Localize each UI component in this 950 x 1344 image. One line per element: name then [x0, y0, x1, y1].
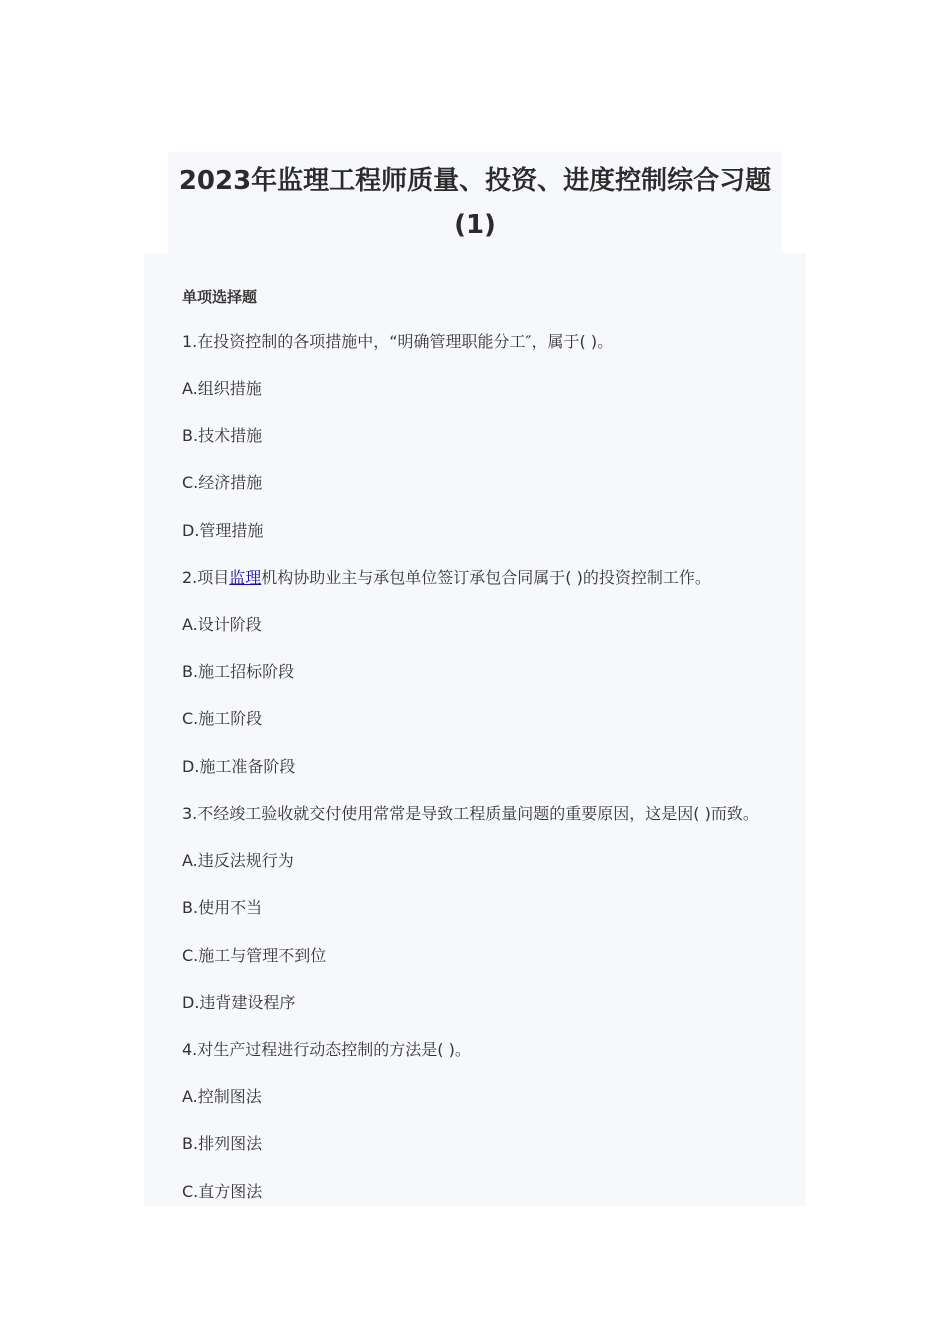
question-4: 4.对生产过程进行动态控制的方法是( )。: [182, 1040, 471, 1059]
question-2-prefix: 2.项目: [182, 568, 230, 587]
q1-option-c: C.经济措施: [182, 473, 263, 492]
question-2-suffix: 机构协助业主与承包单位签订承包合同属于( )的投资控制工作。: [261, 568, 711, 587]
q1-option-d: D.管理措施: [182, 521, 264, 540]
q3-option-c: C.施工与管理不到位: [182, 946, 327, 965]
q4-option-c: C.直方图法: [182, 1182, 263, 1201]
page-title-number: (1): [454, 210, 496, 240]
section-heading: 单项选择题: [182, 288, 258, 306]
q2-option-a: A.设计阶段: [182, 615, 262, 634]
q1-option-b: B.技术措施: [182, 426, 263, 445]
q2-option-c: C.施工阶段: [182, 709, 263, 728]
q4-option-a: A.控制图法: [182, 1087, 262, 1106]
page-title: 2023年监理工程师质量、投资、进度控制综合习题: [178, 166, 772, 196]
question-1: 1.在投资控制的各项措施中，“明确管理职能分工″，属于( )。: [182, 332, 614, 351]
q1-option-a: A.组织措施: [182, 379, 262, 398]
question-3: 3.不经竣工验收就交付使用常常是导致工程质量问题的重要原因，这是因( )而致。: [182, 804, 759, 823]
title-block: [168, 152, 782, 253]
article-body: [144, 253, 806, 1206]
supervision-link[interactable]: 监理: [229, 568, 262, 587]
q3-option-a: A.违反法规行为: [182, 851, 294, 870]
q2-option-d: D.施工准备阶段: [182, 757, 296, 776]
q3-option-d: D.违背建设程序: [182, 993, 296, 1012]
question-2: [182, 568, 711, 588]
q4-option-b: B.排列图法: [182, 1134, 263, 1153]
q3-option-b: B.使用不当: [182, 898, 263, 917]
q2-option-b: B.施工招标阶段: [182, 662, 295, 681]
